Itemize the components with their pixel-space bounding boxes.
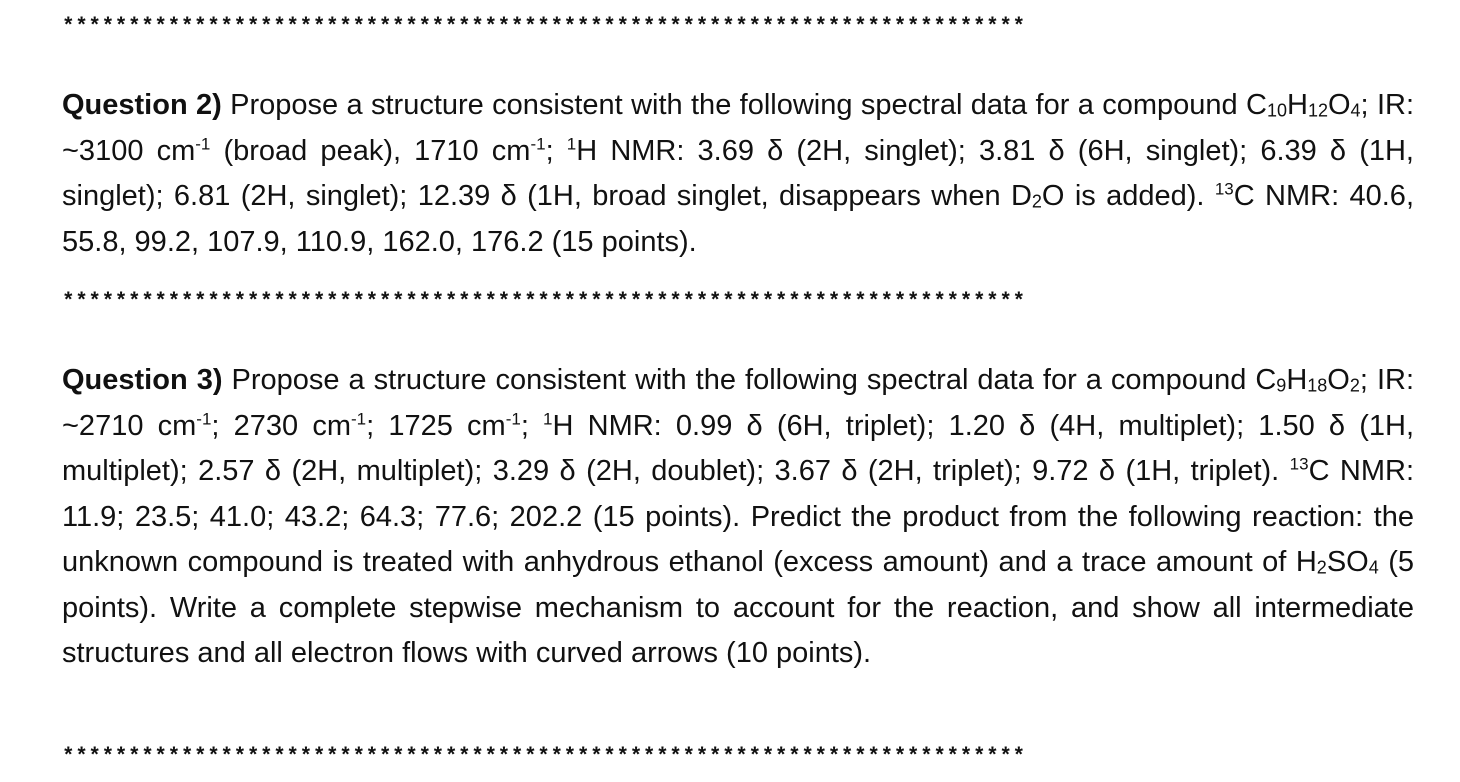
question-2-intro: Propose a structure consistent with the following spectral data for a compound	[221, 89, 1246, 121]
formula-text: C	[1255, 364, 1277, 396]
formula-subscript: 2	[1316, 557, 1327, 578]
superscript: -1	[196, 408, 212, 428]
formula-subscript: 4	[1350, 100, 1361, 121]
ir-text: (broad peak), 1710 cm	[210, 134, 531, 167]
hnmr-text: H NMR: 0.99 δ (6H, triplet); 1.20 δ (4H, multiplet); 1.50 δ (1H, multiplet); 2.57 δ (2H, multiplet); 3.29 δ (2H, doublet); 3.67 δ (2H, triplet); 9.72 δ (1H, triplet).	[62, 409, 1415, 487]
formula-text: H	[1286, 364, 1308, 396]
formula-subscript: 2	[1349, 375, 1360, 396]
cnmr-text: C NMR: 40.6, 55.8, 99.2, 107.9, 110.9, 162.0, 176.2 (15 points).	[62, 180, 1414, 258]
formula-subscript: 12	[1307, 100, 1328, 121]
question-3	[62, 358, 1414, 677]
ir-text: ; IR: ~3100 cm	[62, 89, 1415, 167]
superscript: -1	[350, 408, 367, 428]
separator-bottom: *************************************************************************	[62, 746, 1026, 769]
formula-text: SO	[1326, 546, 1369, 578]
ir-text: ; IR: ~2710 cm	[62, 364, 1415, 442]
superscript: -1	[530, 133, 546, 153]
cnmr-text: C NMR: 11.9; 23.5; 41.0; 43.2; 64.3; 77.6; 202.2 (15 points). Predict the product from the following reaction: the unknown compound is treated with anhydrous ethanol (excess amount) and a trace amount of H	[62, 455, 1414, 578]
superscript: 13	[1289, 454, 1309, 474]
formula-subscript: 18	[1307, 375, 1328, 396]
formula-text: H	[1286, 89, 1308, 121]
hnmr-text: H NMR: 3.69 δ (2H, singlet); 3.81 δ (6H, singlet); 6.39 δ (1H, singlet); 6.81 (2H, singlet); 12.39 δ (1H, broad singlet, disappears when D	[62, 134, 1414, 212]
hnmr-text: O is added).	[1041, 180, 1215, 212]
separator-middle: *************************************************************************	[62, 291, 1026, 314]
superscript: -1	[505, 408, 521, 428]
formula-text: O	[1327, 89, 1351, 121]
formula-subscript: 4	[1368, 557, 1379, 578]
formula-text: C	[1246, 89, 1267, 121]
instructions-text: (5 points). Write a complete stepwise mechanism to account for the reaction, and show all intermediate structures and all electron flows with curved arrows (10 points).	[62, 546, 1415, 669]
ir-text: ; 1725 cm	[366, 409, 506, 442]
superscript: 13	[1214, 179, 1234, 199]
superscript: 1	[566, 133, 577, 153]
superscript: 1	[543, 408, 553, 428]
ir-text: ;	[545, 134, 567, 167]
question-2-label: Question 2)	[62, 89, 222, 121]
question-3-intro: Propose a structure consistent with the following spectral data for a compound	[222, 364, 1256, 396]
ir-text: ;	[520, 409, 544, 442]
question-3-label: Question 3)	[62, 364, 223, 396]
superscript: -1	[195, 133, 211, 153]
formula-subscript: 2	[1031, 191, 1042, 212]
separator-top: *************************************************************************	[62, 16, 1026, 39]
ir-text: ; 2730 cm	[211, 409, 351, 442]
formula-subscript: 9	[1276, 375, 1287, 396]
question-2	[62, 83, 1414, 265]
formula-text: O	[1327, 364, 1350, 396]
formula-subscript: 10	[1266, 100, 1287, 121]
